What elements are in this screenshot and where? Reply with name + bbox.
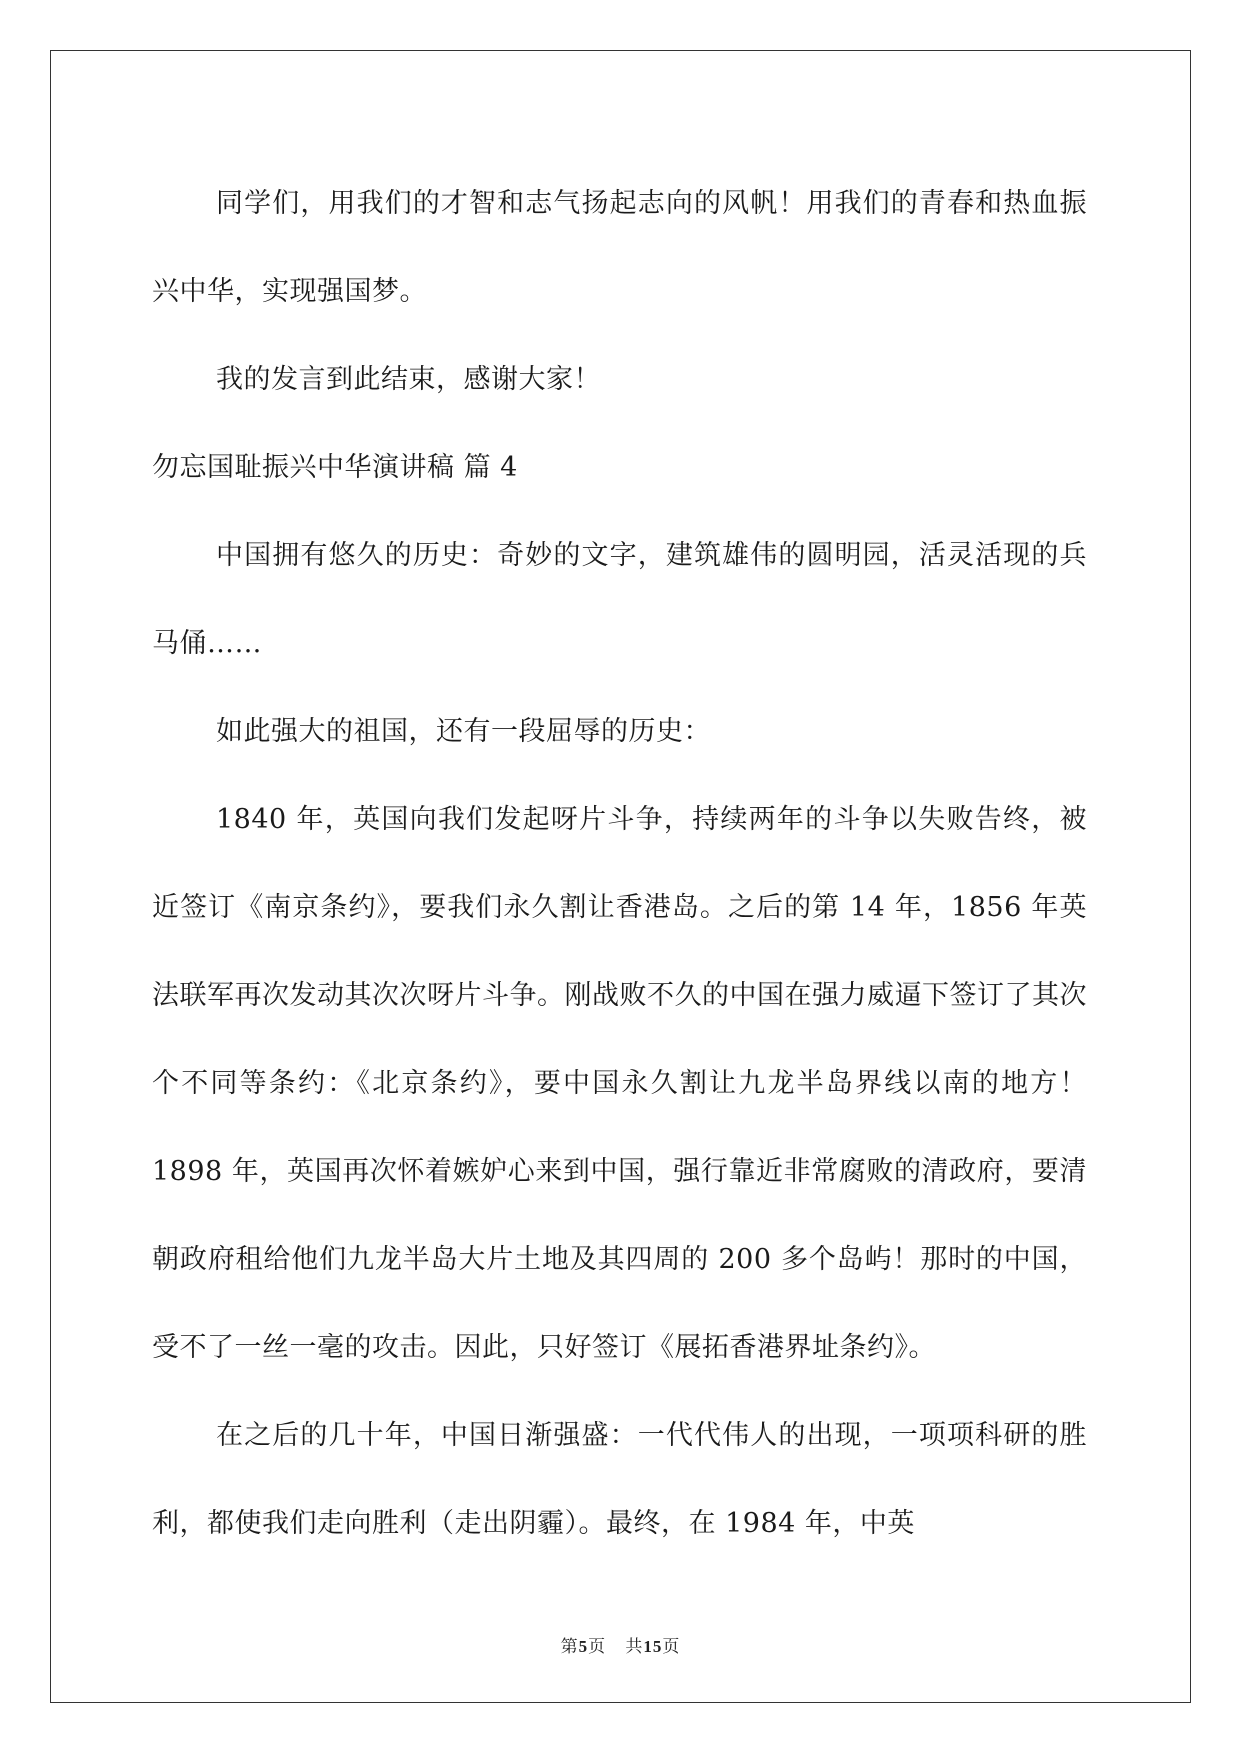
current-page-number: 5 (578, 1637, 589, 1656)
page-footer (0, 1632, 1241, 1657)
paragraph: 我的发言到此结束，感谢大家！ (216, 364, 601, 395)
footer-page-suffix: 页 (588, 1637, 607, 1657)
footer-total-suffix: 页 (662, 1637, 681, 1657)
footer-prefix: 第 (560, 1637, 579, 1657)
section-heading: 勿忘国耻振兴中华演讲稿 篇 4 (152, 452, 518, 483)
footer-total-prefix: 共 (625, 1637, 644, 1657)
paragraph: 中国拥有悠久的历史：奇妙的文字，建筑雄伟的圆明园，活灵活现的兵马俑…… (152, 540, 1087, 659)
paragraph: 在之后的几十年，中国日渐强盛：一代代伟人的出现，一项项科研的胜利，都使我们走向胜利（走出阴霾）。最终，在 1984 年，中英 (152, 1420, 1087, 1539)
paragraph: 如此强大的祖国，还有一段屈辱的历史： (216, 716, 711, 747)
document-body (152, 160, 1087, 1568)
paragraph: 同学们，用我们的才智和志气扬起志向的风帆！用我们的青春和热血振兴中华，实现强国梦。 (152, 188, 1087, 307)
total-page-count: 15 (643, 1637, 663, 1656)
paragraph: 1840 年，英国向我们发起呀片斗争，持续两年的斗争以失败告终，被近签订《南京条约》，要我们永久割让香港岛。之后的第 14 年，1856 年英法联军再次发动其次次呀片斗争。刚战败不久的中国在强力威逼下签订了其次个不同等条约：《北京条约》，要中国永久割让九龙半岛界线以南的地方！1898 年，英国再次怀着嫉妒心来到中国，强行靠近非常腐败的清政府，要清朝政府租给他们九龙半岛大片土地及其四周的 200 多个岛屿！那时的中国，受不了一丝一毫的攻击。因此，只好签订《展拓香港界址条约》。 (152, 804, 1087, 1363)
